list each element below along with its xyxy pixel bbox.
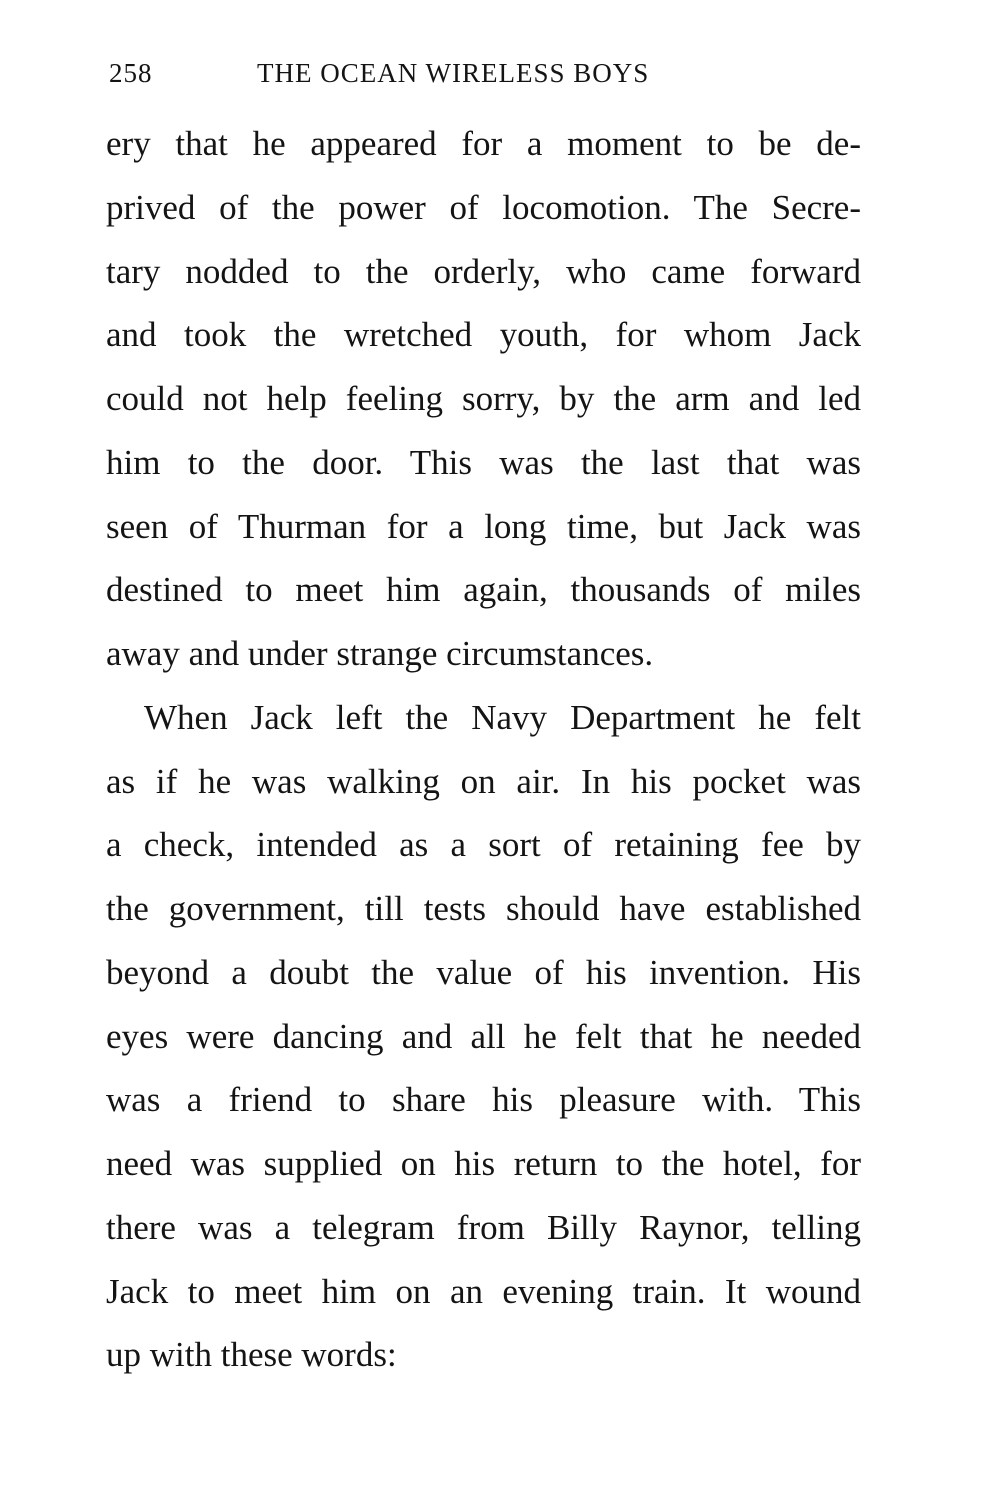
text-line: eyes were dancing and all he felt that he needed [106,1016,861,1056]
text-line: away and under strange circumstances. [106,634,654,673]
body-text [106,112,861,1387]
page-number: 258 [109,58,153,88]
running-title: THE OCEAN WIRELESS BOYS [257,58,650,88]
text-line: Jack to meet him on an evening train. It wound [106,1271,861,1311]
text-line: him to the door. This was the last that was [106,442,861,482]
page-header [109,58,859,98]
text-line: was a friend to share his pleasure with. This [106,1080,861,1120]
text-line: prived of the power of locomotion. The Secre- [106,187,861,227]
text-line: ery that he appeared for a moment to be de- [106,124,861,163]
text-line: there was a telegram from Billy Raynor, telling [106,1207,861,1247]
text-line: tary nodded to the orderly, who came forward [106,251,861,291]
text-line: the government, till tests should have established [106,889,861,928]
text-line: could not help feeling sorry, by the arm and led [106,379,861,418]
text-line: destined to meet him again, thousands of miles [106,570,861,610]
text-line: need was supplied on his return to the hotel, for [106,1144,861,1183]
text-line: and took the wretched youth, for whom Jack [106,315,861,355]
text-line: a check, intended as a sort of retaining fee by [106,825,861,865]
text-line: seen of Thurman for a long time, but Jack was [106,506,861,546]
text-line: as if he was walking on air. In his pocket was [106,761,861,801]
text-line: beyond a doubt the value of his invention. His [106,952,861,992]
text-line: When Jack left the Navy Department he felt [144,697,861,737]
text-line: up with these words: [106,1335,397,1375]
